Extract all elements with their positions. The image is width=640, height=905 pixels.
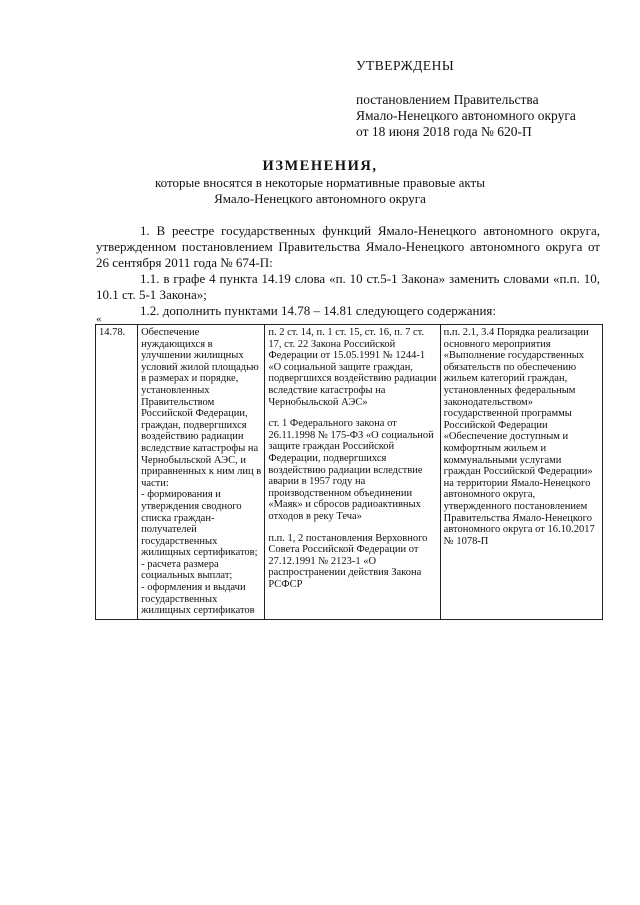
row-number-cell: 14.78. (96, 325, 138, 620)
approval-line-2: Ямало-Ненецкого автономного округа (356, 108, 576, 123)
title-sub-1: которые вносятся в некоторые нормативные правовые акты (155, 175, 485, 190)
legal-basis-cell (265, 325, 440, 620)
paragraph-1-2: 1.2. дополнить пунктами 14.78 – 14.81 следующего содержания: (140, 303, 497, 318)
table-row (96, 325, 603, 620)
legal-basis-3: п.п. 1, 2 постановления Верховного Совета Российской Федерации от 27.12.1991 № 2123-1 «О распространении действия Закона РСФСР (268, 532, 428, 590)
approval-line-3: от 18 июня 2018 года № 620-П (356, 124, 532, 139)
approval-block (356, 58, 576, 140)
approval-line-1: постановлением Правительства (356, 92, 539, 107)
legal-basis-1: п. 2 ст. 14, п. 1 ст. 15, ст. 16, п. 7 ст. 17, ст. 22 Закона Российской Федерации от 15.05.1991 № 1244-1 «О социальной защите граждан, подвергшихся воздействию радиации вследствие катастрофы на Чернобыльской АЭС» (268, 327, 437, 408)
approval-heading: УТВЕРЖДЕНЫ (356, 58, 455, 73)
paragraph-1-1: 1.1. в графе 4 пункта 14.19 слова «п. 10 ст.5-1 Закона» заменить словами «п.п. 10, 10.1 ст. 5-1 Закона»; (96, 271, 600, 302)
paragraph-1: 1. В реестре государственных функций Ямало-Ненецкого автономного округа, утвержденном постановлением Правительства Ямало-Ненецкого автономного округа от 26 сентября 2011 года № 674-П: (96, 223, 600, 270)
title-sub-2: Ямало-Ненецкого автономного округа (214, 191, 426, 206)
changes-table (95, 324, 603, 620)
function-name-cell: Обеспечение нуждающихся в улучшении жилищных условий жилой площадью в размерах и порядке, установленных Правительством Российской Федерации, граждан, подвергшихся воздействию радиации вследствие катастрофы на Чернобыльской АЭС, и приравненных к ним лиц в части: - формирования и утверждения сводного списка граждан-получателей государственных жилищных сертификатов; - расчета размера социальных выплат; - оформления и выдачи государственных жилищных сертификатов (138, 325, 265, 620)
document-title (0, 158, 640, 207)
regional-act-cell: п.п. 2.1, 3.4 Порядка реализации основного мероприятия «Выполнение государственных обязательств по обеспечению жильем категорий граждан, установленных федеральным законодательством» государственной программы Российской Федерации «Обеспечение доступным и комфортным жильем и коммунальными услугами граждан Российской Федерации» на территории Ямало-Ненецкого автономного округа, утвержденного постановлением Правительства Ямало-Ненецкого автономного округа от 16.10.2017 № 1078-П (440, 325, 602, 620)
opening-quote: « (96, 313, 102, 325)
legal-basis-2: ст. 1 Федерального закона от 26.11.1998 № 175-ФЗ «О социальной защите граждан Российской Федерации, подвергшихся воздействию радиации вследствие аварии в 1957 году на производственном объединении «Маяк» и сбросов радиоактивных отходов в реку Теча» (268, 418, 434, 522)
body-text (96, 223, 600, 319)
title-main: ИЗМЕНЕНИЯ, (262, 158, 378, 174)
